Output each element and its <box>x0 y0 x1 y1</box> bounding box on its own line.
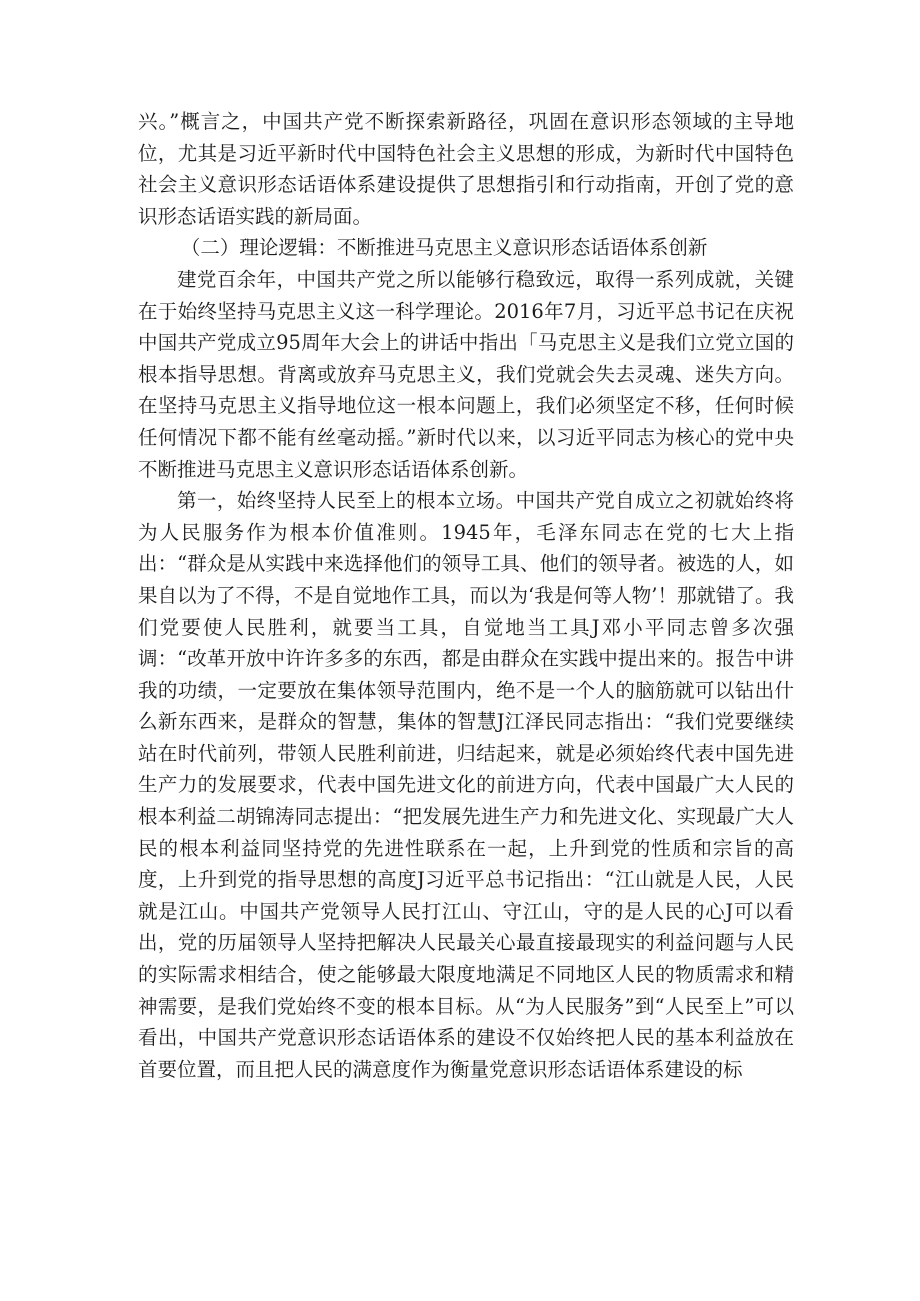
paragraph-theory: 建党百余年，中国共产党之所以能够行稳致远，取得一系列成就，关键在于始终坚持马克思主义这一科学理论。2016年7月，习近平总书记在庆祝中国共产党成立95周年大会上的讲话中指出「马克思主义是我们立党立国的根本指导思想。背离或放弃马克思主义，我们党就会失去灵魂、迷失方向。在坚持马克思主义指导地位这一根本问题上，我们必须坚定不移，任何时候任何情况下都不能有丝毫动摇。”新时代以来，以习近平同志为核心的党中央不断推进马克思主义意识形态话语体系创新。 <box>138 267 794 481</box>
body-text <box>138 106 794 1085</box>
section-heading: （二）理论逻辑：不断推进马克思主义意识形态话语体系创新 <box>180 236 708 260</box>
paragraph-continuation: 兴。”概言之，中国共产党不断探索新路径，巩固在意识形态领域的主导地位，尤其是习近平新时代中国特色社会主义思想的形成，为新时代中国特色社会主义意识形态话语体系建设提供了思想指引和行动指南，开创了党的意识形态话语实践的新局面。 <box>138 110 794 228</box>
paragraph-people-first: 第一，始终坚持人民至上的根本立场。中国共产党自成立之初就始终将为人民服务作为根本价值准则。1945年，毛泽东同志在党的七大上指出：“群众是从实践中来选择他们的领导工具、他们的领导者。被选的人，如果自以为了不得，不是自觉地作工具，而以为‘我是何等人物’！那就错了。我们党要使人民胜利，就要当工具，自觉地当工具J邓小平同志曾多次强调：“改革开放中许许多多的东西，都是由群众在实践中提出来的。报告中讲我的功绩，一定要放在集体领导范围内，绝不是一个人的脑筋就可以钻出什么新东西来，是群众的智慧，集体的智慧J江泽民同志指出：“我们党要继续站在时代前列，带领人民胜利前进，归结起来，就是必须始终代表中国先进生产力的发展要求，代表中国先进文化的前进方向，代表中国最广大人民的根本利益二胡锦涛同志提出：“把发展先进生产力和先进文化、实现最广大人民的根本利益同坚持党的先进性联系在一起，上升到党的性质和宗旨的高度，上升到党的指导思想的高度J习近平总书记指出：“江山就是人民，人民就是江山。中国共产党领导人民打江山、守江山，守的是人民的心J可以看出，党的历届领导人坚持把解决人民最关心最直接最现实的利益问题与人民的实际需求相结合，使之能够最大限度地满足不同地区人民的物质需求和精神需要，是我们党始终不变的根本目标。从“为人民服务”到“人民至上”可以看出，中国共产党意识形态话语体系的建设不仅始终把人民的基本利益放在首要位置，而且把人民的满意度作为衡量党意识形态话语体系建设的标 <box>138 489 794 1081</box>
